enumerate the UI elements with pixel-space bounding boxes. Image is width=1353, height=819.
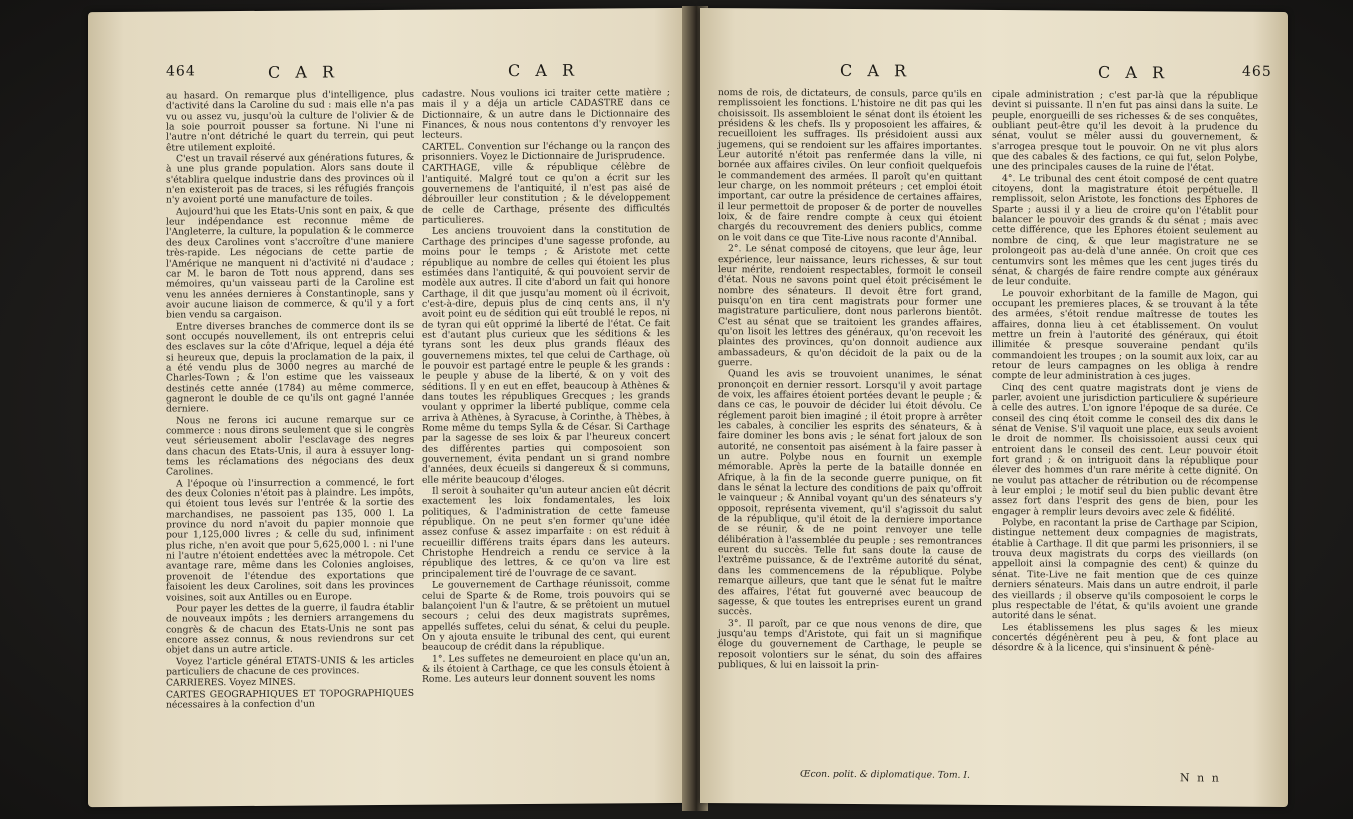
entry-heading: CARTEL. Convention sur l'échange ou la rançon des prisonniers. Voyez le Dictionnaire de Jurisprudence. xyxy=(422,139,670,163)
paragraph: Entre diverses branches de commerce dont ils se sont occupés nouvellement, ils ont entrepris celui des esclaves sur la côte d'Afrique, lequel a déja été si heureux que, depuis la proclamation de la paix, il a été vendu plus de 3000 negres au marché de Charles-Town ; & l'on estime que les vaisseaux destinés cette année (1784) au même commerce, gagneront le double de ce qu'ils ont gagné l'année derniere. xyxy=(166,319,414,415)
left-page-number: 464 xyxy=(166,63,196,80)
right-column-2 xyxy=(992,90,1258,656)
paragraph: Aujourd'hui que les Etats-Unis sont en paix, & que leur indépendance est reconnue même de l'Angleterre, la culture, la population & le commerce des deux Carolines vont s'accroître d'une maniere très-rapide. Les négocians de cette partie de l'Amérique ne manquent ni d'activité ni d'audace ; car M. le baron de Tott nous apprend, dans ses mémoires, qu'un vaisseau parti de la Caroline est venu les années dernieres à Constantinople, sans y avoir aucune liaison de commerce, & qu'il y a fort bien vendu sa cargaison. xyxy=(166,204,414,321)
entry-heading: CARTES GEOGRAPHIQUES ET TOPOGRAPHIQUES nécessaires à la confection d'un xyxy=(166,687,414,711)
signature-mark: N n n xyxy=(1180,771,1221,785)
right-page-number: 465 xyxy=(1242,63,1272,80)
paragraph: noms de rois, de dictateurs, de consuls, parce qu'ils en remplissoient les fonctions. L'histoire ne dit pas qui les choisissoit. Ils assembloient le sénat dont ils étoient les présidens & les chefs. Ils y proposoient les affaires, & recueilloient les suffrages. Ils présidoient aussi aux jugemens, qui se rendoient sur les affaires importantes. Leur autorité n'étoit pas renfermée dans la ville, ni bornée aux affaires civiles. On leur confioit quelquefois le commandement des armées. Il paroît qu'en quittant leur charge, on les nommoit préteurs ; cet emploi étoit important, car outre la présidence de certaines affaires, il leur permettoit de proposer & de porter de nouvelles loix, & de faire rendre compte à ceux qui étoient chargés du recouvrement des deniers publics, comme on le voit dans ce que Tite-Live nous raconte d'Annibal. xyxy=(718,87,982,245)
paragraph: Voyez l'article général ETATS-UNIS & les articles particuliers de chacune de ces provinces. xyxy=(166,654,414,678)
paragraph: 4°. Le tribunal des cent étoit composé de cent quatre citoyens, dont la magistrature étoit perpétuelle. Il remplissoit, selon Aristote, les fonctions des Ephores de Sparte ; aussi il y a lieu de croire qu'on l'établit pour balancer le pouvoir des grands & du sénat ; mais avec cette différence, que les Ephores étoient seulement au nombre de cinq, & que leur magistrature ne se prolongeoit pas au-delà d'une année. On croit que ces centumvirs sont les mêmes que les cent juges tirés du sénat, & chargés de faire rendre compte aux généraux de leur conduite. xyxy=(992,172,1258,288)
paragraph: Pour payer les dettes de la guerre, il faudra établir de nouveaux impôts ; les derniers arrangemens du congrès & de chacun des Etats-Unis ne sont pas encore assez connus, & nous reviendrons sur cet objet dans un autre article. xyxy=(166,601,414,656)
left-head-title-2: C A R xyxy=(508,60,580,81)
paragraph: A l'époque où l'insurrection a commencé, le fort des deux Colonies n'étoit pas à plaindre. Les impôts, qui étoient tous levés sur l'entrée & la sortie des marchandises, ne passoient pas 135, 000 l. La province du nord n'avoit du papier monnoie que pour 1,125,000 livres ; & celle du sud, infiniment plus riche, n'en avoit que pour 5,625,000 l. : ni l'une ni l'autre n'étoient endettées avec la métropole. Cet avantage rare, même dans les Colonies angloises, provenoit de l'étendue des exportations que faisoient les deux Carolines, soit dans les provinces voisines, soit aux Antilles ou en Europe. xyxy=(166,476,414,604)
paragraph: Les établissemens les plus sages & les mieux concertés dégénèrent peu à peu, & font place au désordre & à la licence, qui s'insinuent & pénè- xyxy=(992,621,1258,655)
right-head-title-2: C A R xyxy=(1098,62,1170,83)
paragraph: cadastre. Nous voulions ici traiter cette matière ; mais il y a déja un article CADASTRE dans ce Dictionnaire, & un autre dans le Dictionnaire des Finances, & nous nous contentons d'y renvoyer les lecteurs. xyxy=(422,87,670,142)
left-page xyxy=(88,8,690,807)
paragraph: Polybe, en racontant la prise de Carthage par Scipion, distingue nettement deux compagnies de magistrats, établie à Carthage. Il dit que parmi les prisonniers, il se trouva deux magistrats du corps des vieillards (on appelloit ainsi la compagnie des cent) & quinze du sénat. Tite-Live ne fait mention que de ces quinze derniers sénateurs. Mais dans un autre endroit, il parle des vieillards ; il observe qu'ils composoient le corps le plus respectable de l'état, & qu'ils avoient une grande autorité dans le sénat. xyxy=(992,517,1258,622)
paragraph: cipale administration ; c'est par-là que la république devint si puissante. Il n'en fut pas ainsi dans la suite. Le peuple, enorgueilli de ses richesses & de ses conquêtes, oubliant peut-être qu'il les devoit à la prudence du sénat, voulut se mêler aussi du gouvernement, & s'arrogea presque tout le pouvoir. On ne vit plus alors que des cabales & des factions, ce qui fut, selon Polybe, une des principales causes de la ruine de l'état. xyxy=(992,88,1258,174)
right-page xyxy=(700,8,1288,807)
left-column-2 xyxy=(422,88,670,686)
paragraph: au hasard. On remarque plus d'intelligence, plus d'activité dans la Caroline du sud : mais elle n'a pas vu ou assez vu, jusqu'où la culture de l'olivier & de la soie pourroit pousser sa fortune. Ni l'une ni l'autre n'ont détriché le quart du terrein, qui peut être utilement exploité. xyxy=(166,88,414,154)
left-head-title-1: C A R xyxy=(268,62,340,82)
paragraph: Le pouvoir exhorbitant de la famille de Magon, qui occupant les premieres places, & se trouvant à la tête des armées, s'étoit rendue maîtresse de toutes les affaires, donna lieu à cet établissement. On voulut mettre un frein à l'autorité des généraux, qui étoit illimitée & presque souveraine pendant qu'ils commandoient les troupes ; on la soumit aux loix, car au retour de leurs campagnes on les obliga à rendre compte de leur administration à ces juges. xyxy=(992,287,1258,383)
right-head-title-1: C A R xyxy=(840,60,912,81)
left-running-head xyxy=(88,60,690,90)
left-column-1 xyxy=(166,90,414,712)
right-column-1 xyxy=(718,88,982,673)
paragraph: C'est un travail réservé aux générations futures, & à une plus grande population. Alors sans doute il s'établira quelque industrie dans des provinces où il n'en existeroit pas de traces, si les réfugiés françois n'y avoient porté une manufacture de toiles. xyxy=(166,151,414,206)
entry-heading: CARRIERES. Voyez MINES. xyxy=(166,676,296,689)
paragraph: Les anciens trouvoient dans la constitution de Carthage des principes d'une sagesse profonde, au moins pour le temps ; & Aristote met cette république au nombre de celles qui étoient les plus estimées dans l'antiquité, & qui pouvoient servir de modèle aux autres. Il cite d'abord un fait qui honore Carthage, il dit que jusqu'au moment où il écrivoit, c'est-à-dire, depuis plus de cinq cents ans, il n'y avoit point eu de sédition qui eût troublé le repos, ni de tyran qui eût opprimé la liberté de l'état. Ce fait est d'autant plus curieux que les séditions & les tyrans sont les deux plus grands fléaux des gouvernemens mixtes, tel que celui de Carthage, où le pouvoir est partagé entre le peuple & les grands : le peuple y abuse de la liberté, & on y voit des séditions. Il y en eut en effet, beaucoup à Athènes & dans toutes les républiques Grecques ; les grands voulant y opprimer la liberté publique, comme cela arriva à Athènes, à Syracuse, à Corinthe, à Thèbes, à Rome même du temps Sylla & de César. Si Carthage par la sagesse de ses loix & par l'heureux concert des différentes parties qui composoient son gouvernement, évita pendant un si grand nombre d'années, deux écueils si dangereux & si communs, elle mérite beaucoup d'éloges. xyxy=(422,224,670,486)
paragraph: Nous ne ferons ici aucune remarque sur ce commerce : nous dirons seulement que si le congrès veut sérieusement abolir l'esclavage des negres dans chacun des Etats-Unis, il aura à essuyer long-tems les réclamations des négocians des deux Carolines. xyxy=(166,413,414,478)
paragraph: Cinq des cent quatre magistrats dont je viens de parler, avoient une jurisdiction particuliere & supérieure à celle des autres. L'on ignore l'époque de sa durée. Ce conseil des cinq étoit comme le conseil des dix dans le sénat de Venise. S'il vaquoit une place, eux seuls avoient le droit de nommer. Ils choisissoient aussi ceux qui entroient dans le conseil des cent. Leur pouvoir étoit fort grand ; & on intriguoit dans la république pour élever des hommes d'un rare mérite à cette dignité. On ne voulut pas attacher de rétribution ou de récompense à leur emploi ; le motif seul du bien public devant être assez fort dans l'esprit des gens de bien, pour les engager à remplir leurs devoirs avec zele & fidélité. xyxy=(992,381,1258,519)
entry-heading: CARTHAGE, ville & république célèbre de l'antiquité. Malgré tout ce qu'on a écrit sur les gouvernemens de l'antiquité, il n'est pas aisé de débrouiller leur constitution ; & le développement de celle de Carthage, présente des difficultés particulieres. xyxy=(422,161,670,226)
footer-volume: Œcon. polit. & diplomatique. Tom. I. xyxy=(800,768,970,781)
paragraph: 2°. Le sénat composé de citoyens, que leur âge, leur expérience, leur naissance, leurs richesses, & sur tout leur mérite, rendoient respectables, formoit le conseil d'état. Nous ne savons point quel étoit précisément le nombre des sénateurs. Il devoit être fort grand, puisqu'on en tira cent magistrats pour former une magistrature particuliere, dont nous parlerons bientôt. C'est au sénat que se traitoient les grandes affaires, qu'on lisoit les lettres des généraux, qu'on recevoit les plaintes des provinces, qu'on donnoit audience aux ambassadeurs, & qu'on décidoit de la paix ou de la guerre. xyxy=(718,243,982,369)
paragraph: Le gouvernement de Carthage réunissoit, comme celui de Sparte & de Rome, trois pouvoirs qui se balançoient l'un & l'autre, & se prêtoient un mutuel secours ; celui des deux magistrats suprêmes, appellés suffetes, celui du sénat, & celui du peuple. On y ajouta ensuite le tribunal des cent, qui eurent beaucoup de crédit dans la république. xyxy=(422,578,670,653)
paragraph: Il seroit à souhaiter qu'un auteur ancien eût décrit exactement les loix fondamentales, les loix politiques, & l'administration de cette fameuse république. On ne peut s'en former qu'une idée assez confuse & assez imparfaite : on est réduit à recueillir différens traits épars dans les auteurs. Christophe Hendreich a rendu ce service à la république des lettres, & ce qu'on va lire est principalement tiré de l'ouvrage de ce savant. xyxy=(422,484,670,580)
paragraph: Quand les avis se trouvoient unanimes, le sénat prononçoit en dernier ressort. Lorsqu'il y avoit partage de voix, les affaires étoient portées devant le peuple ; & dans ce cas, le pouvoir de décider lui étoit dévolu. Ce réglement paroit bien imaginé ; il étoit propre à arrêter les cabales, à concilier les esprits des sénateurs, & à faire dominer les bons avis ; le sénat fort jaloux de son autorité, ne consentoit pas aisément à la faire passer à un autre. Polybe nous en fournit un exemple mémorable. Après la perte de la bataille donnée en Afrique, à la fin de la seconde guerre punique, on fit dans le sénat la lecture des conditions de paix qu'offroit le vainqueur ; & Annibal voyant qu'un des sénateurs s'y opposoit, représenta vivement, qu'il s'agissoit du salut de la république, qu'il étoit de la derniere importance de se réunir, & de ne point renvoyer une telle délibération à l'assemblée du peuple ; ses remontrances eurent du succès. Telle fut sans doute la cause de l'extrême puissance, & de l'extrême autorité du sénat, dans les commencemens de la république. Polybe remarque ailleurs, que tant que le sénat fut le maître des affaires, l'état fut gouverné avec beaucoup de sagesse, & que toutes les entreprises eurent un grand succès. xyxy=(718,368,982,618)
paragraph: 1°. Les suffetes ne demeuroient en place qu'un an, & ils étoient à Carthage, ce que les consuls étoient à Rome. Les auteurs leur donnent souvent les noms xyxy=(422,651,670,686)
right-running-head xyxy=(700,60,1288,90)
paragraph: 3°. Il paroît, par ce que nous venons de dire, que jusqu'au temps d'Aristote, qui fait un si magnifique éloge du gouvernement de Carthage, le peuple se reposoit volontiers sur le sénat, du soin des affaires publiques, & lui en laissoit la prin- xyxy=(718,617,982,672)
